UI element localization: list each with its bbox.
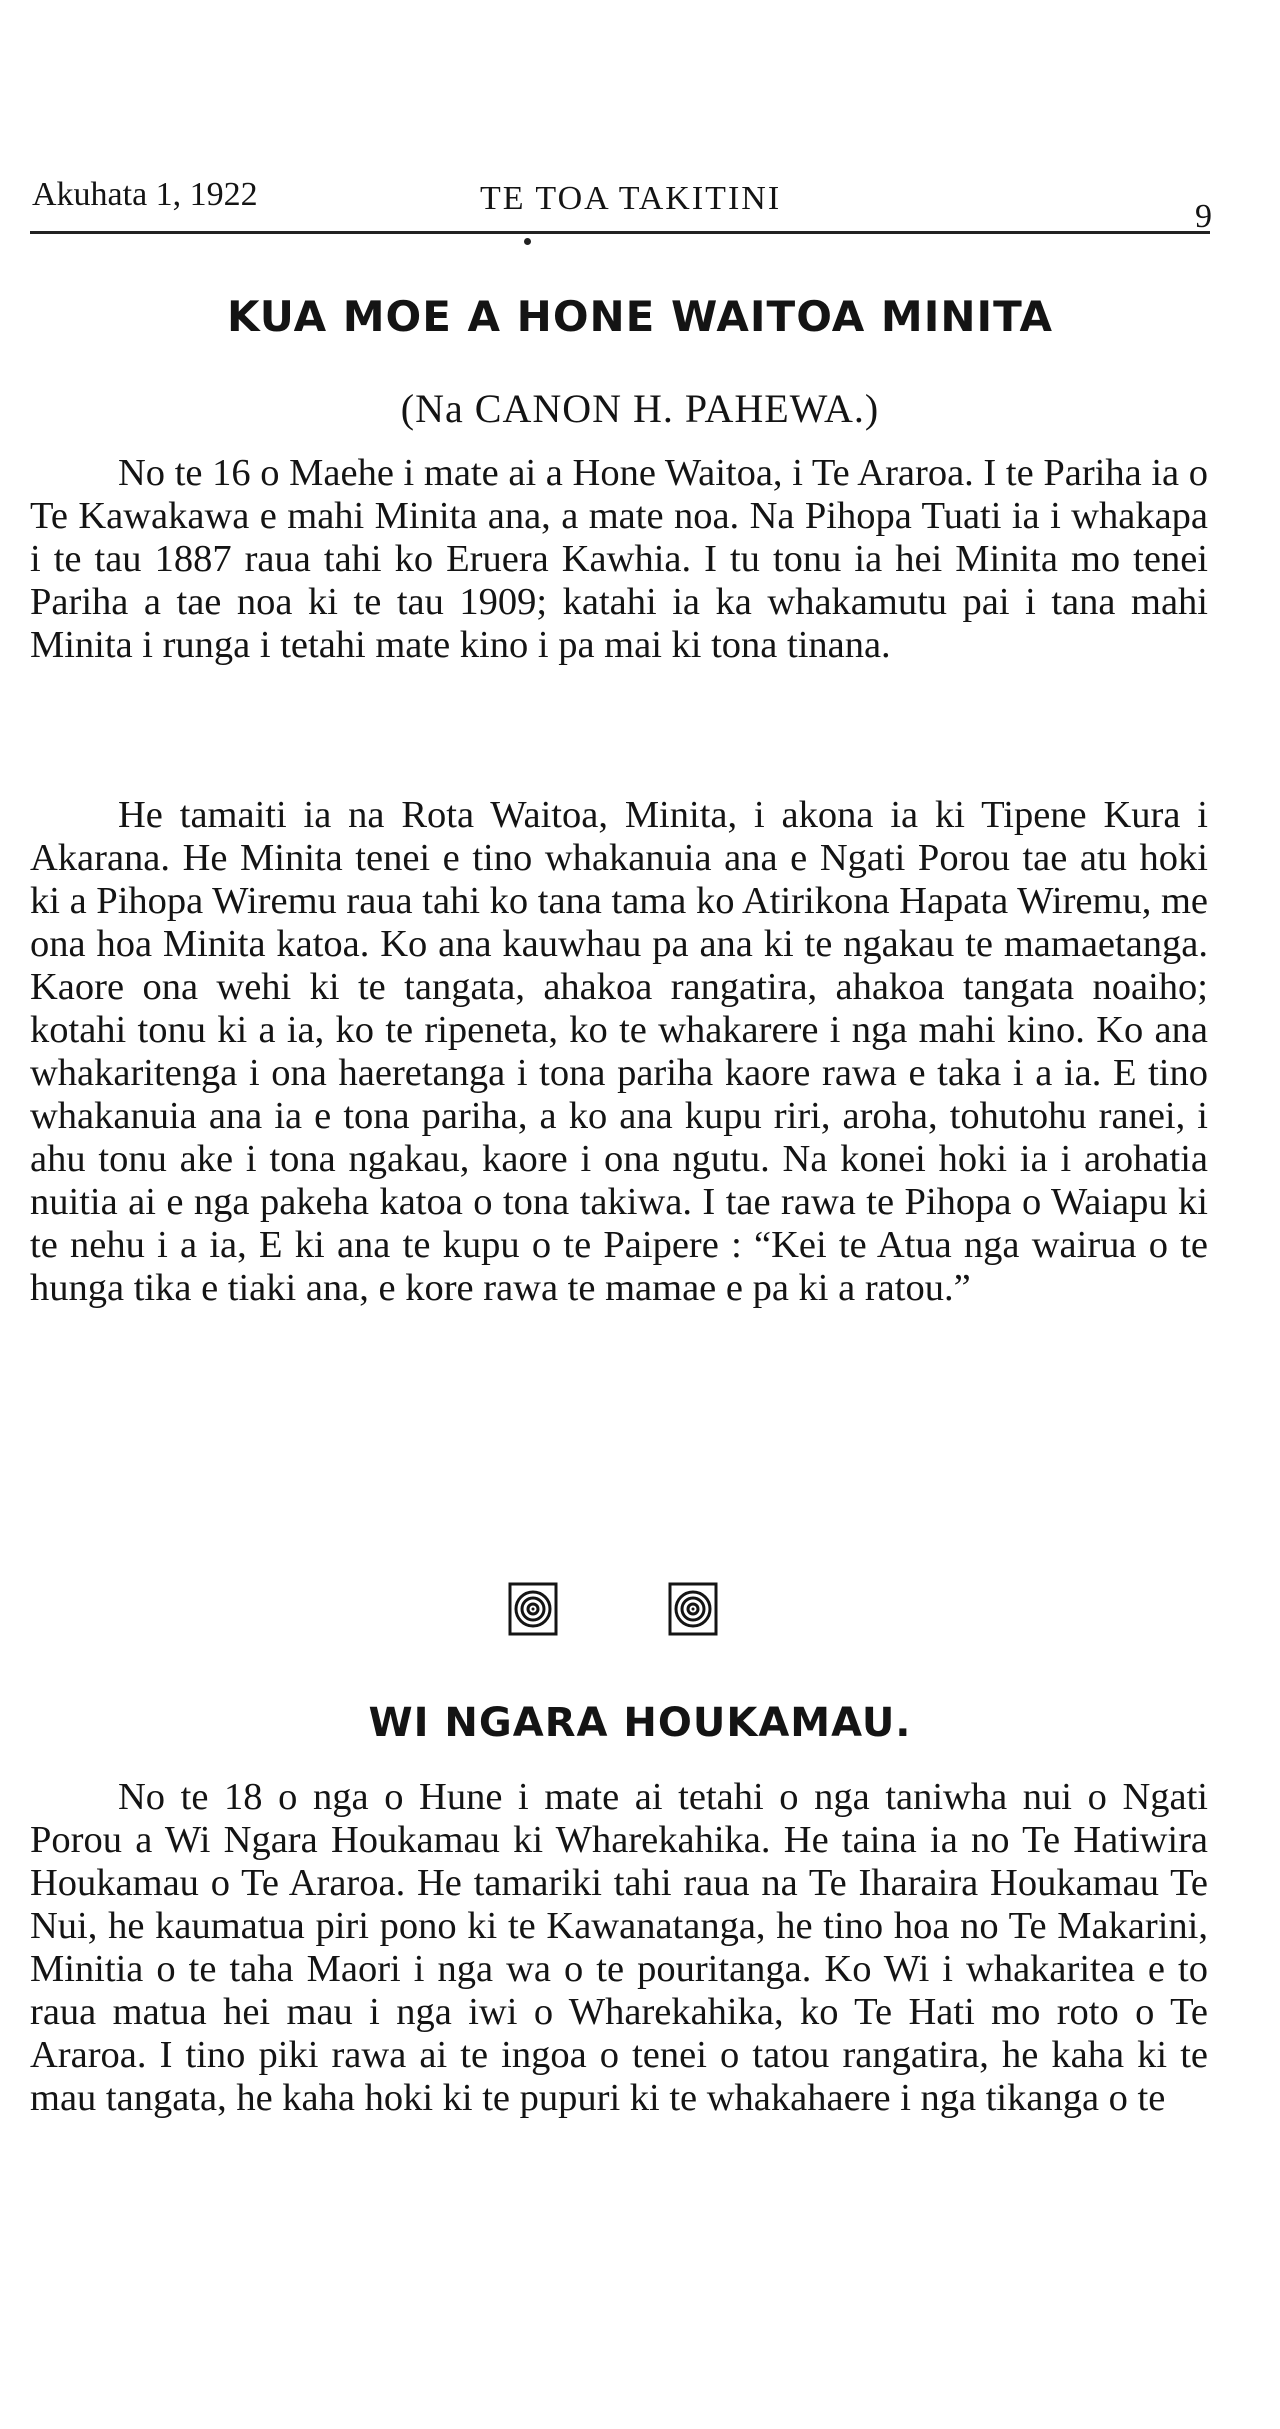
concentric-spiral-ornament-icon [668, 1582, 718, 1636]
rule-dot [524, 238, 531, 245]
header-rule [30, 231, 1210, 234]
article-1-title: KUA MOE A HONE WAITOA MINITA [226, 292, 1054, 341]
article-1-paragraph-1: No te 16 o Maehe i mate ai a Hone Waitoa, i Te Araroa. I te Pariha ia o Te Kawakawa e mahi Minita ana, a mate noa. Na Pihopa Tuati ia i whakapa i te tau 1887 raua tahi ko Eruera Kawhia. I tu tonu ia hei Minita mo tenei Pariha a tae noa ki te tau 1909; katahi ia ka whakamutu pai i tana mahi Minita i runga i tetahi mate kino i pa mai ki tona tinana. [30, 452, 1208, 666]
publication-title: TE TOA TAKITINI [480, 180, 782, 217]
section-divider-ornaments [0, 1582, 1280, 1636]
article-2-title: WI NGARA HOUKAMAU. [368, 1700, 912, 1746]
page-number: 9 [1195, 198, 1212, 235]
concentric-spiral-ornament-icon [508, 1582, 558, 1636]
article-2-paragraph-1: No te 18 o nga o Hune i mate ai tetahi o nga taniwha nui o Ngati Porou a Wi Ngara Houkamau ki Wharekahika. He taina ia no Te Hatiwira Houkamau o Te Araroa. He tamariki tahi raua na Te Iharaira Houkamau Te Nui, he kaumatua piri pono ki te Kawanatanga, he tino hoa no Te Makarini, Minitia o te taha Maori i nga wa o te pouritanga. Ko Wi i whakaritea e to raua matua hei mau i nga iwi o Wharekahika, ko Te Hati mo roto o Te Araroa. I tino piki rawa ai te ingoa o tenei o tatou rangatira, he kaha ki te mau tangata, he kaha hoki ki te pupuri ki te whakahaere i nga tikanga o te [30, 1776, 1208, 2119]
article-1-paragraph-2: He tamaiti ia na Rota Waitoa, Minita, i akona ia ki Tipene Kura i Akarana. He Minita tenei e tino whakanuia ana e Ngati Porou tae atu hoki ki a Pihopa Wiremu raua tahi ko tana tama ko Atirikona Hapata Wiremu, me ona hoa Minita katoa. Ko ana kauwhau pa ana ki te ngakau te mamaetanga. Kaore ona wehi ki te tangata, ahakoa rangatira, ahakoa tangata noaiho; kotahi tonu ki a ia, ko te ripeneta, ko te whakarere i nga mahi kino. Ko ana whakaritenga i ona haeretanga i tona pariha kaore rawa e taka i a ia. E tino whakanuia ana ia e tona pariha, a ko ana kupu riri, aroha, tohutohu ranei, i ahu tonu ake i tona ngakau, kaore i ona ngutu. Na konei hoki ia i arohatia nuitia ai e nga pakeha katoa o tona takiwa. I tae rawa te Pihopa o Waiapu ki te nehu i a ia, E ki ana te kupu o te Paipere : “Kei te Atua nga wairua o te hunga tika e tiaki ana, e kore rawa te mamae e pa ki a ratou.” [30, 794, 1208, 1309]
article-1-byline: (Na CANON H. PAHEWA.) [400, 386, 880, 431]
running-head [32, 176, 1212, 235]
issue-date: Akuhata 1, 1922 [32, 176, 258, 213]
